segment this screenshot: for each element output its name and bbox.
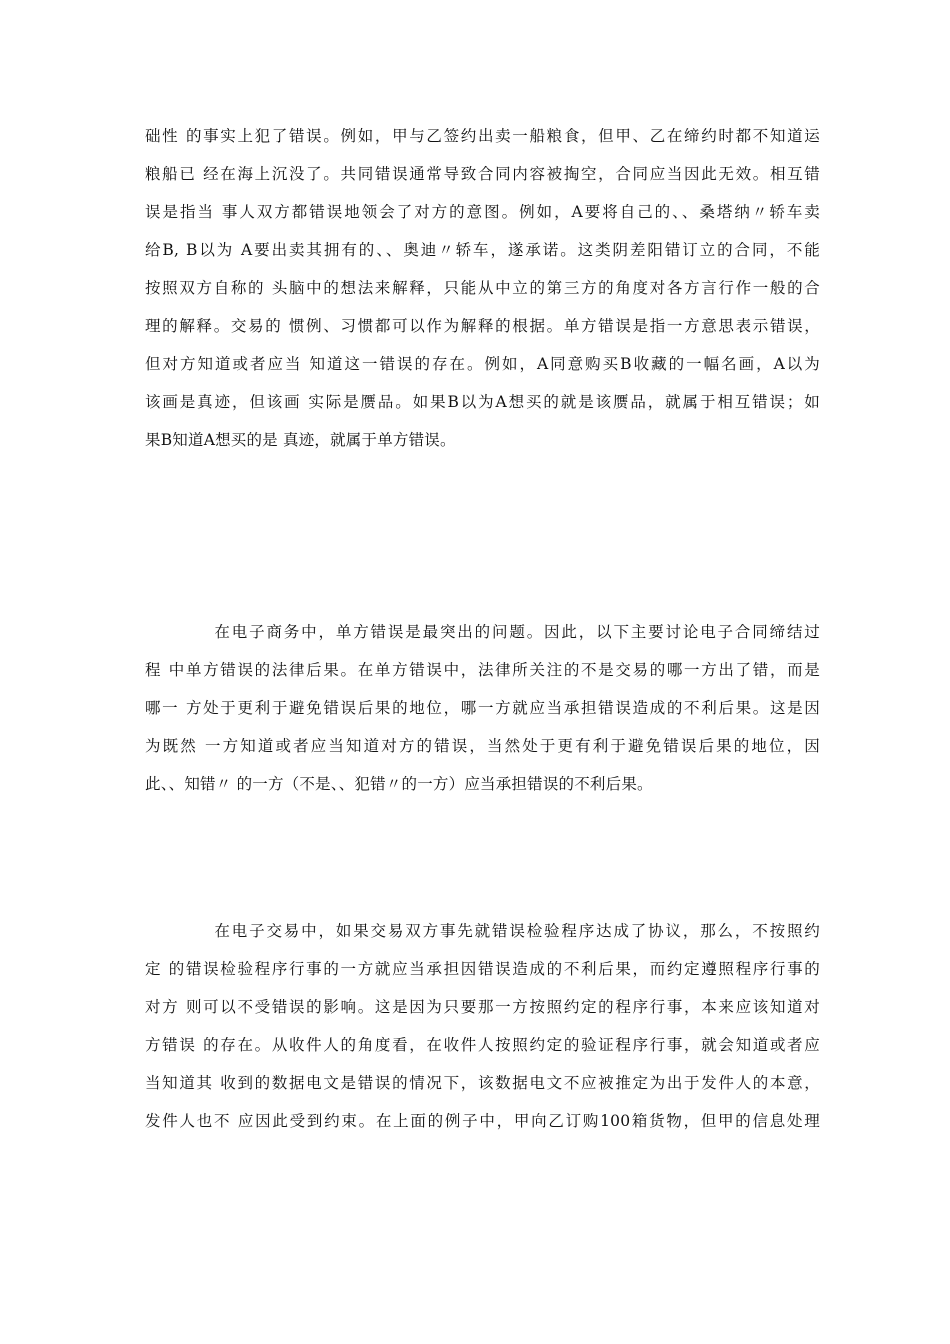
- text-line: 该画是真迹，但该画 实际是赝品。如果B以为A想买的就是该赝品，就属于相互错误；如: [145, 393, 820, 411]
- text-line: 定 的错误检验程序行事的一方就应当承担因错误造成的不利后果，而约定遵照程序行事的: [145, 960, 820, 978]
- text-line: 粮船已 经在海上沉没了。共同错误通常导致合同内容被掏空，合同应当因此无效。相互错: [145, 165, 820, 183]
- text-line: 当知道其 收到的数据电文是错误的情况下，该数据电文不应被推定为出于发件人的本意，: [145, 1074, 820, 1092]
- text-line: 对方 则可以不受错误的影响。这是因为只要那一方按照约定的程序行事，本来应该知道对: [145, 998, 820, 1016]
- paragraph-3: [145, 912, 820, 1140]
- text-line: 理的解释。交易的 惯例、习惯都可以作为解释的根据。单方错误是指一方意思表示错误，: [145, 317, 820, 335]
- text-line: 础性 的事实上犯了错误。例如，甲与乙签约出卖一船粮食，但甲、乙在缔约时都不知道运: [145, 127, 820, 145]
- text-line: 误是指当 事人双方都错误地领会了对方的意图。例如，A要将自己的、、桑塔纳〃轿车卖: [145, 203, 820, 221]
- text-line: 在电子商务中，单方错误是最突出的问题。因此，以下主要讨论电子合同缔结过: [145, 623, 820, 641]
- text-line: 程 中单方错误的法律后果。在单方错误中，法律所关注的不是交易的哪一方出了错，而是: [145, 661, 820, 679]
- text-line: 在电子交易中，如果交易双方事先就错误检验程序达成了协议，那么，不按照约: [145, 922, 820, 940]
- paragraph-2: [145, 613, 820, 803]
- text-line: 方错误 的存在。从收件人的角度看，在收件人按照约定的验证程序行事，就会知道或者应: [145, 1036, 820, 1054]
- text-line: 但对方知道或者应当 知道这一错误的存在。例如，A同意购买B收藏的一幅名画，A以为: [145, 355, 820, 373]
- text-line: 给B, B以为 A要出卖其拥有的、、奥迪〃轿车，遂承诺。这类阴差阳错订立的合同，不能: [145, 241, 820, 259]
- text-line: 果B知道A想买的是 真迹，就属于单方错误。: [145, 431, 456, 449]
- text-line: 按照双方自称的 头脑中的想法来解释，只能从中立的第三方的角度对各方言行作一般的合: [145, 279, 820, 297]
- text-line: 此、、知错〃 的一方（不是、、犯错〃的一方）应当承担错误的不利后果。: [145, 775, 653, 793]
- paragraph-1: [145, 117, 820, 459]
- text-line: 哪一 方处于更利于避免错误后果的地位，哪一方就应当承担错误造成的不利后果。这是因: [145, 699, 820, 717]
- text-line: 发件人也不 应因此受到约束。在上面的例子中，甲向乙订购100箱货物，但甲的信息处理: [145, 1112, 820, 1130]
- text-line: 为既然 一方知道或者应当知道对方的错误，当然处于更有利于避免错误后果的地位，因: [145, 737, 820, 755]
